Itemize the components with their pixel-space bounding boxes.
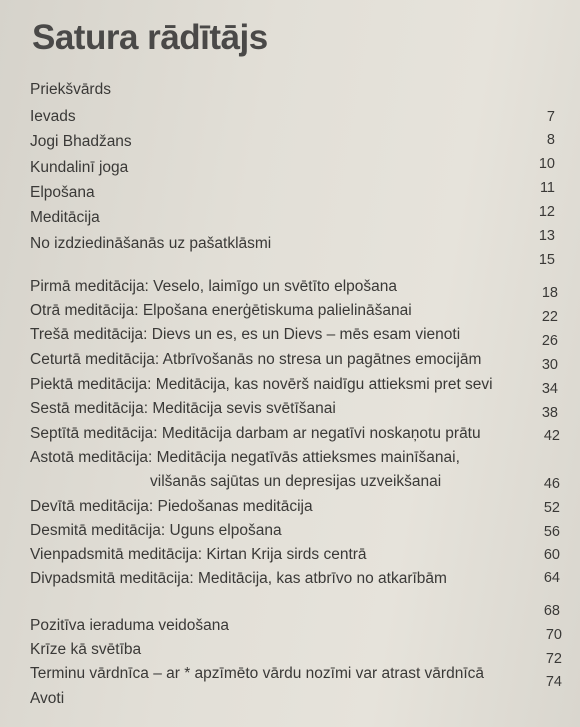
page-number: 18 [541,285,558,301]
page-number: 15 [538,252,555,268]
toc-entry: Priekšvārds [30,81,111,98]
toc-entry: Elpošana [30,184,95,201]
page-number: 11 [539,180,555,196]
toc-entry: Ievads [30,108,76,125]
page-number: 26 [541,333,558,349]
toc-entry: Septītā meditācija: Meditācija darbam ar negatīvi noskaņotu prātu [30,425,481,442]
toc-entry: Sestā meditācija: Meditācija sevis svētīšanai [30,400,336,417]
toc-entry: No izdziedināšanās uz pašatklāsmi [30,235,272,252]
toc-entry: Jogi Bhadžans [30,133,132,150]
page-number: 10 [538,156,555,172]
page-number: 68 [543,603,560,619]
page-number: 70 [545,627,562,643]
page-number: 22 [541,309,558,325]
toc-entry: Vienpadsmitā meditācija: Kirtan Krija sirds centrā [30,546,367,563]
page-number: 72 [545,651,562,667]
toc-entry: Meditācija [30,209,100,226]
page-number: 56 [543,524,560,540]
toc-entry: Astotā meditācija: Meditācija negatīvās attieksmes mainīšanai, [30,449,460,466]
toc-entry: Ceturtā meditācija: Atbrīvošanās no stresa un pagātnes emocijām [30,351,482,368]
page-number: 64 [543,570,560,586]
page-number: 42 [543,428,560,444]
toc-entry: Trešā meditācija: Dievs un es, es un Dievs – mēs esam vienoti [30,326,461,343]
page-number: 46 [543,476,560,492]
page-title: Satura rādītājs [32,18,268,57]
page-number: 34 [541,381,558,397]
toc-entry: Terminu vārdnīca – ar * apzīmēto vārdu nozīmi var atrast vārdnīcā [30,665,485,682]
toc-entry-continuation: vilšanās sajūtas un depresijas uzveikšanai [150,473,442,490]
page-number: 52 [543,500,560,516]
page-number: 7 [546,109,555,125]
toc-entry: Desmitā meditācija: Uguns elpošana [30,522,282,539]
page-number: 13 [538,228,555,244]
page-number: 74 [545,674,562,690]
toc-entry: Devītā meditācija: Piedošanas meditācija [30,498,313,515]
page-number: 8 [546,132,555,148]
toc-entry: Divpadsmitā meditācija: Meditācija, kas atbrīvo no atkarībām [30,570,447,587]
page-number: 60 [543,547,560,563]
toc-entry: Krīze kā svētība [30,641,142,658]
toc-entry: Kundalinī joga [30,159,129,176]
page-number: 12 [538,204,555,220]
toc-entry: Piektā meditācija: Meditācija, kas novērš naidīgu attieksmi pret sevi [30,376,493,393]
page-number: 30 [541,357,558,373]
toc-entry: Pirmā meditācija: Veselo, laimīgo un svētīto elpošana [30,278,398,295]
page-number: 38 [541,405,558,421]
toc-entry: Avoti [30,690,65,707]
toc-entry: Otrā meditācija: Elpošana enerģētiskuma palielināšanai [30,302,412,319]
toc-entry: Pozitīva ieraduma veidošana [30,617,230,634]
